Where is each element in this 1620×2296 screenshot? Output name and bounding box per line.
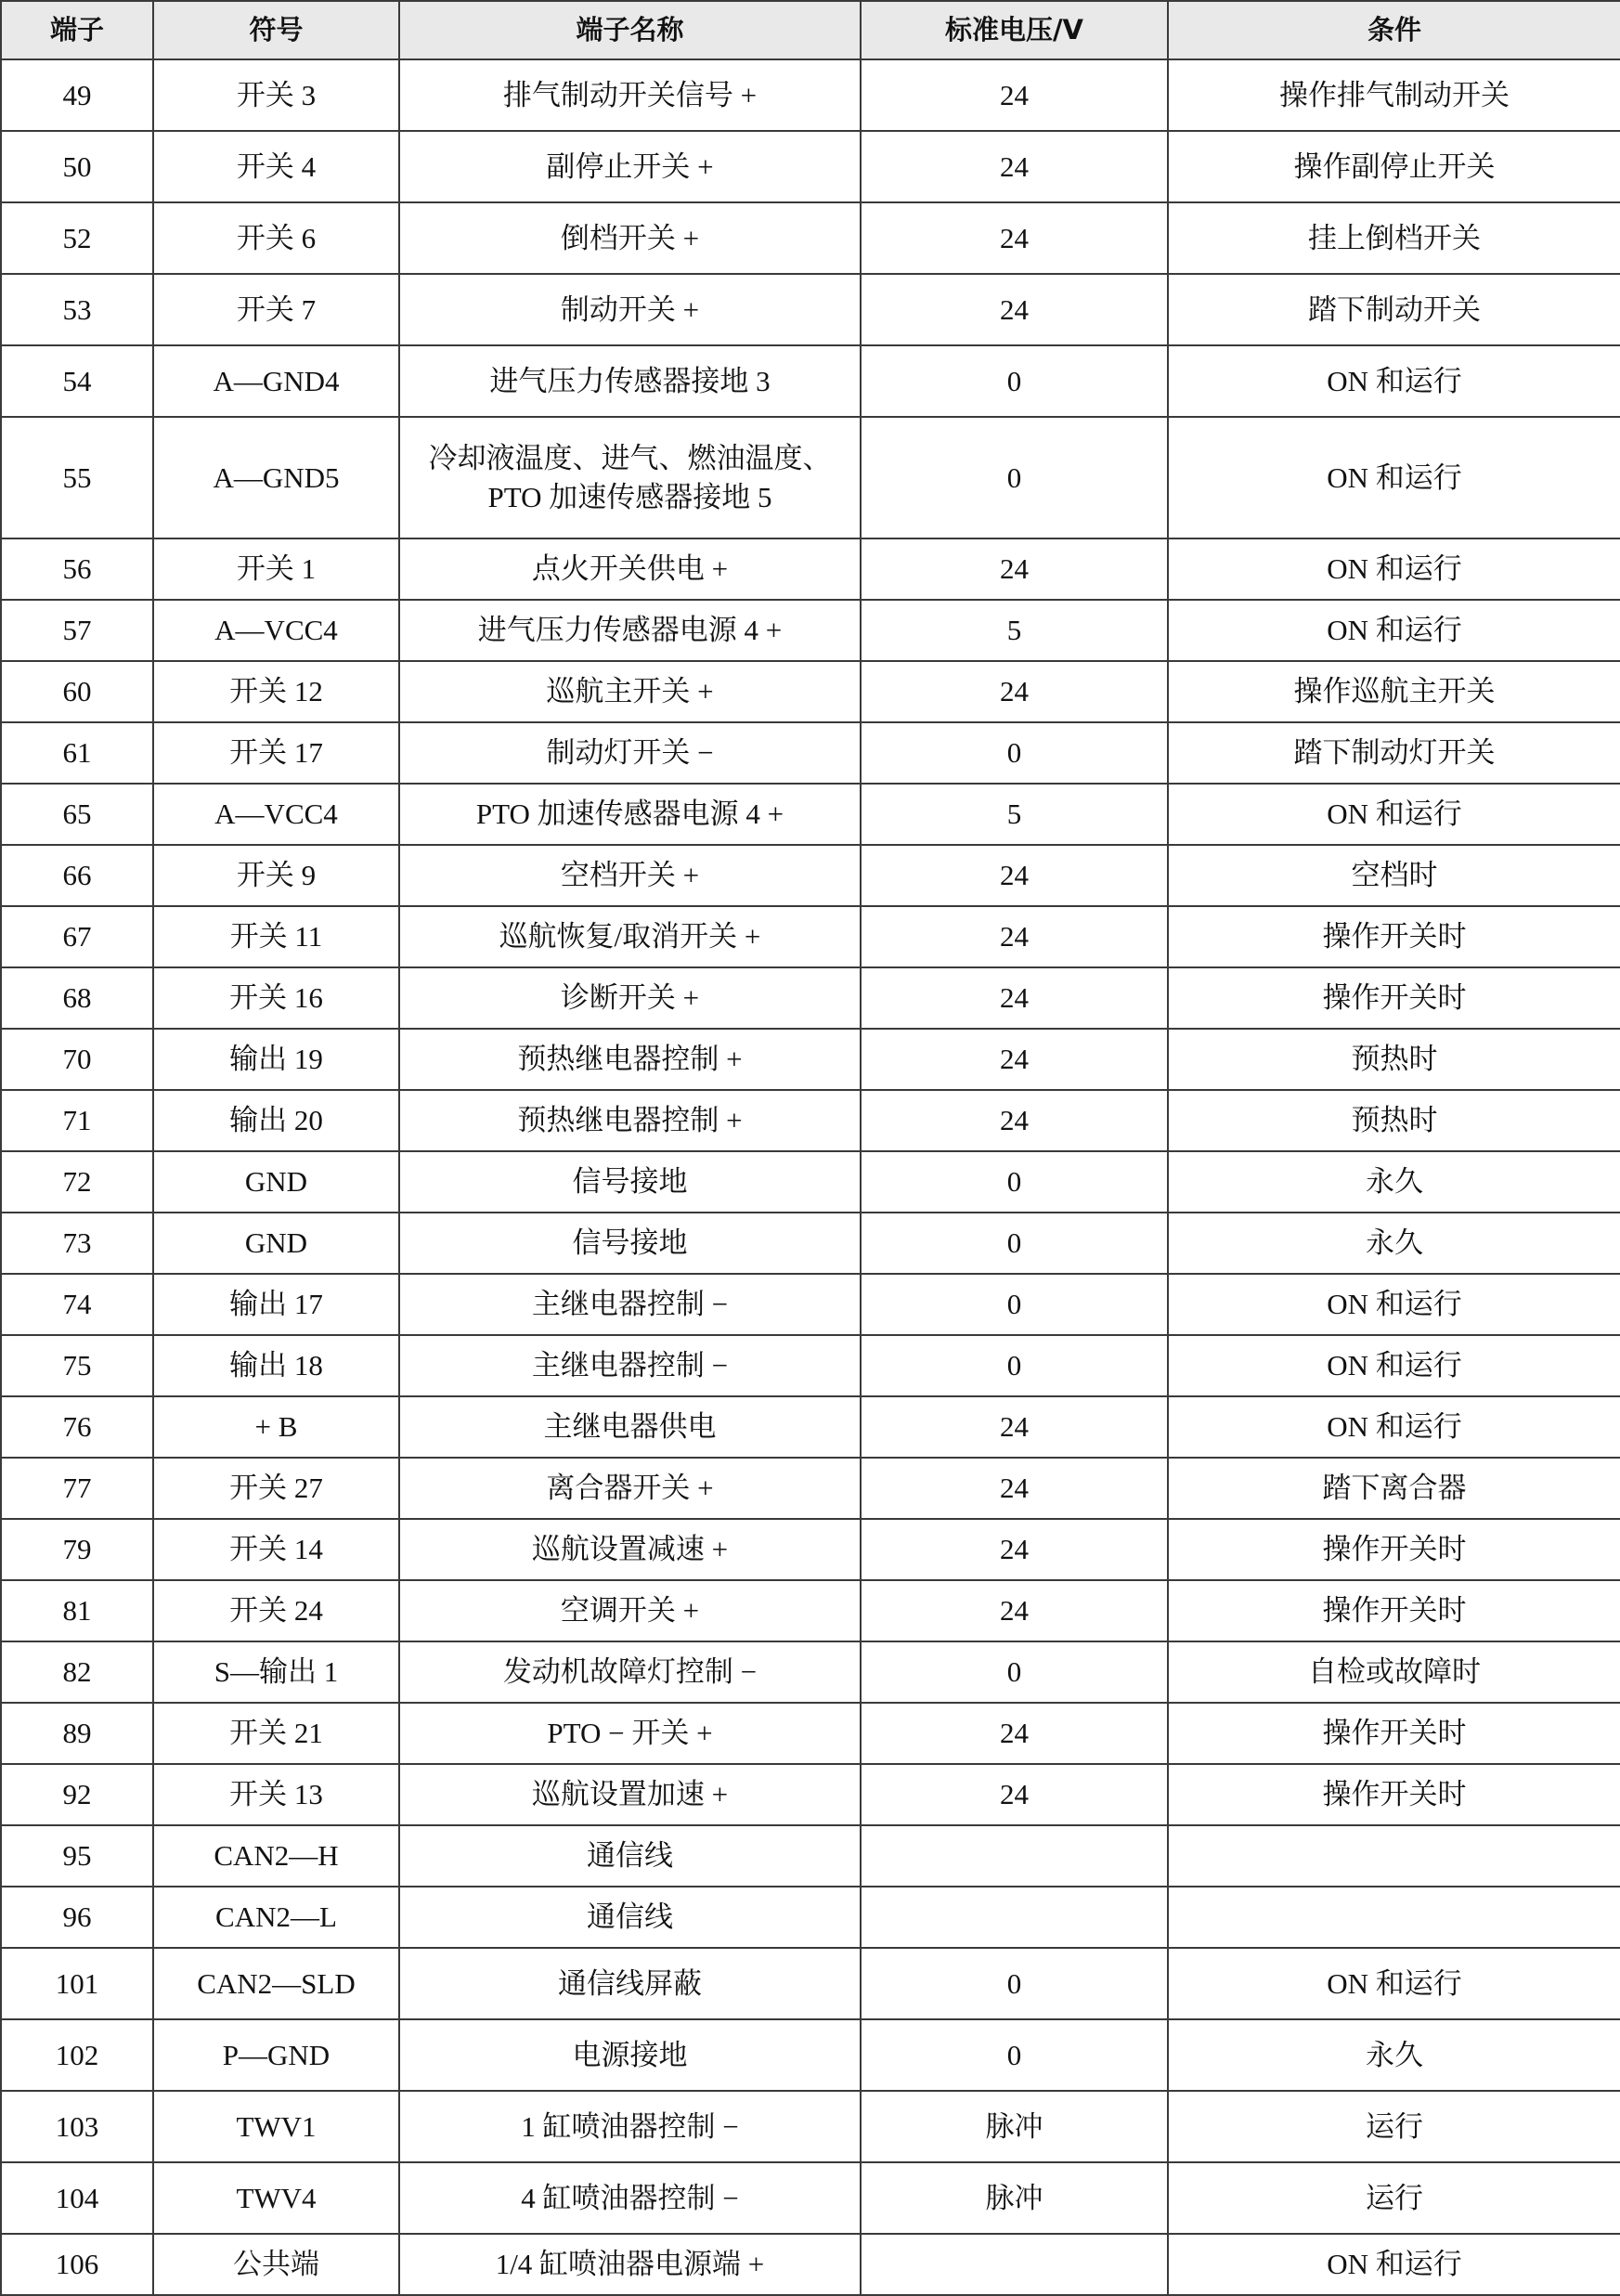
table-row <box>1 1825 1620 1887</box>
symbol-cell: 开关 7 <box>153 274 399 345</box>
terminal-name-cell: 1/4 缸喷油器电源端 + <box>399 2234 861 2295</box>
terminal-name-cell: 巡航主开关 + <box>399 661 861 722</box>
table-header-row <box>1 1 1620 59</box>
voltage-cell: 5 <box>861 784 1168 845</box>
terminal-cell: 92 <box>1 1764 153 1825</box>
terminal-name-cell: 4 缸喷油器控制 − <box>399 2162 861 2234</box>
terminal-name-cell: 信号接地 <box>399 1151 861 1213</box>
terminal-cell: 70 <box>1 1029 153 1090</box>
voltage-cell: 0 <box>861 1213 1168 1274</box>
terminal-cell: 82 <box>1 1641 153 1703</box>
table-row <box>1 600 1620 661</box>
voltage-cell: 0 <box>861 1641 1168 1703</box>
terminal-cell: 65 <box>1 784 153 845</box>
table-row <box>1 2091 1620 2162</box>
terminal-cell: 81 <box>1 1580 153 1641</box>
table-row <box>1 967 1620 1029</box>
terminal-cell: 57 <box>1 600 153 661</box>
terminal-name-cell: 通信线 <box>399 1825 861 1887</box>
symbol-cell: 开关 27 <box>153 1458 399 1519</box>
terminal-cell: 95 <box>1 1825 153 1887</box>
symbol-cell: S—输出 1 <box>153 1641 399 1703</box>
terminal-name-cell: 进气压力传感器接地 3 <box>399 345 861 417</box>
voltage-cell: 0 <box>861 417 1168 538</box>
table-row <box>1 906 1620 967</box>
voltage-cell: 0 <box>861 1335 1168 1396</box>
terminal-name-cell: 主继电器控制 − <box>399 1335 861 1396</box>
symbol-cell: 开关 11 <box>153 906 399 967</box>
symbol-cell: 开关 21 <box>153 1703 399 1764</box>
table-row <box>1 2019 1620 2091</box>
symbol-cell: 开关 4 <box>153 131 399 202</box>
symbol-cell: GND <box>153 1151 399 1213</box>
table-row <box>1 2162 1620 2234</box>
table-row <box>1 1887 1620 1948</box>
symbol-cell: 开关 24 <box>153 1580 399 1641</box>
condition-cell: ON 和运行 <box>1168 1396 1620 1458</box>
terminal-name-cell: PTO − 开关 + <box>399 1703 861 1764</box>
terminal-name-cell: 副停止开关 + <box>399 131 861 202</box>
terminal-name-cell: 空调开关 + <box>399 1580 861 1641</box>
condition-cell: ON 和运行 <box>1168 1335 1620 1396</box>
voltage-cell: 脉冲 <box>861 2091 1168 2162</box>
voltage-cell: 0 <box>861 1274 1168 1335</box>
voltage-cell: 24 <box>861 131 1168 202</box>
condition-cell: 永久 <box>1168 2019 1620 2091</box>
symbol-cell: 公共端 <box>153 2234 399 2295</box>
terminal-name-cell: 巡航恢复/取消开关 + <box>399 906 861 967</box>
condition-cell: 永久 <box>1168 1213 1620 1274</box>
table-row <box>1 1151 1620 1213</box>
symbol-cell: TWV1 <box>153 2091 399 2162</box>
symbol-cell: 开关 6 <box>153 202 399 274</box>
symbol-cell: GND <box>153 1213 399 1274</box>
symbol-cell: 输出 20 <box>153 1090 399 1151</box>
terminal-cell: 53 <box>1 274 153 345</box>
terminal-name-cell: 巡航设置减速 + <box>399 1519 861 1580</box>
symbol-cell: 开关 9 <box>153 845 399 906</box>
table-row <box>1 131 1620 202</box>
condition-cell: 运行 <box>1168 2091 1620 2162</box>
terminal-cell: 52 <box>1 202 153 274</box>
voltage-cell: 24 <box>861 906 1168 967</box>
terminal-cell: 60 <box>1 661 153 722</box>
terminal-cell: 89 <box>1 1703 153 1764</box>
header-symbol: 符号 <box>153 1 399 59</box>
voltage-cell: 24 <box>861 1580 1168 1641</box>
voltage-cell: 24 <box>861 274 1168 345</box>
condition-cell: 预热时 <box>1168 1029 1620 1090</box>
voltage-cell: 0 <box>861 722 1168 784</box>
voltage-cell: 5 <box>861 600 1168 661</box>
table-row <box>1 845 1620 906</box>
symbol-cell: P—GND <box>153 2019 399 2091</box>
terminal-name-cell: 进气压力传感器电源 4 + <box>399 600 861 661</box>
symbol-cell: + B <box>153 1396 399 1458</box>
table-body <box>1 59 1620 2295</box>
condition-cell: 运行 <box>1168 2162 1620 2234</box>
terminal-cell: 56 <box>1 538 153 600</box>
terminal-cell: 74 <box>1 1274 153 1335</box>
voltage-cell: 24 <box>861 845 1168 906</box>
condition-cell: 操作开关时 <box>1168 1580 1620 1641</box>
symbol-cell: 开关 12 <box>153 661 399 722</box>
terminal-cell: 106 <box>1 2234 153 2295</box>
table-row <box>1 1519 1620 1580</box>
terminal-name-cell: 点火开关供电 + <box>399 538 861 600</box>
condition-cell: 操作开关时 <box>1168 967 1620 1029</box>
voltage-cell: 0 <box>861 2019 1168 2091</box>
table-row <box>1 1580 1620 1641</box>
voltage-cell: 0 <box>861 1151 1168 1213</box>
voltage-cell: 脉冲 <box>861 2162 1168 2234</box>
header-terminal: 端子 <box>1 1 153 59</box>
terminal-name-cell: 排气制动开关信号 + <box>399 59 861 131</box>
terminal-name-cell: 信号接地 <box>399 1213 861 1274</box>
symbol-cell: 开关 3 <box>153 59 399 131</box>
voltage-cell: 24 <box>861 1519 1168 1580</box>
symbol-cell: CAN2—L <box>153 1887 399 1948</box>
condition-cell: 预热时 <box>1168 1090 1620 1151</box>
symbol-cell: 开关 1 <box>153 538 399 600</box>
condition-cell: 操作开关时 <box>1168 906 1620 967</box>
voltage-cell: 24 <box>861 202 1168 274</box>
table-row <box>1 661 1620 722</box>
terminal-cell: 67 <box>1 906 153 967</box>
table-row <box>1 784 1620 845</box>
symbol-cell: 开关 14 <box>153 1519 399 1580</box>
table-row <box>1 417 1620 538</box>
condition-cell <box>1168 1825 1620 1887</box>
table-row <box>1 1274 1620 1335</box>
symbol-cell: 输出 18 <box>153 1335 399 1396</box>
terminal-cell: 102 <box>1 2019 153 2091</box>
terminal-cell: 71 <box>1 1090 153 1151</box>
table-row <box>1 1458 1620 1519</box>
voltage-cell: 24 <box>861 967 1168 1029</box>
condition-cell: ON 和运行 <box>1168 2234 1620 2295</box>
terminal-name-cell: 巡航设置加速 + <box>399 1764 861 1825</box>
terminal-cell: 79 <box>1 1519 153 1580</box>
voltage-cell <box>861 1825 1168 1887</box>
header-standard-voltage: 标准电压/V <box>861 1 1168 59</box>
terminal-name-cell: 主继电器供电 <box>399 1396 861 1458</box>
terminal-name-cell: 预热继电器控制 + <box>399 1090 861 1151</box>
condition-cell: ON 和运行 <box>1168 538 1620 600</box>
table-row <box>1 2234 1620 2295</box>
symbol-cell: 开关 17 <box>153 722 399 784</box>
symbol-cell: 输出 19 <box>153 1029 399 1090</box>
terminal-name-cell: 通信线屏蔽 <box>399 1948 861 2019</box>
terminal-name-cell: 离合器开关 + <box>399 1458 861 1519</box>
symbol-cell: 开关 16 <box>153 967 399 1029</box>
condition-cell: 自检或故障时 <box>1168 1641 1620 1703</box>
symbol-cell: CAN2—SLD <box>153 1948 399 2019</box>
terminal-name-cell: 电源接地 <box>399 2019 861 2091</box>
table-row <box>1 1029 1620 1090</box>
condition-cell: 操作副停止开关 <box>1168 131 1620 202</box>
table-row <box>1 1213 1620 1274</box>
terminal-cell: 101 <box>1 1948 153 2019</box>
voltage-cell: 24 <box>861 1764 1168 1825</box>
header-terminal-name: 端子名称 <box>399 1 861 59</box>
voltage-cell <box>861 2234 1168 2295</box>
symbol-cell: A—GND5 <box>153 417 399 538</box>
condition-cell: 空档时 <box>1168 845 1620 906</box>
symbol-cell: A—VCC4 <box>153 600 399 661</box>
voltage-cell: 24 <box>861 661 1168 722</box>
voltage-cell: 24 <box>861 1090 1168 1151</box>
terminal-name-cell: 通信线 <box>399 1887 861 1948</box>
condition-cell: 踏下制动开关 <box>1168 274 1620 345</box>
voltage-cell: 24 <box>861 1029 1168 1090</box>
voltage-cell: 0 <box>861 345 1168 417</box>
voltage-cell: 24 <box>861 1703 1168 1764</box>
terminal-cell: 75 <box>1 1335 153 1396</box>
symbol-cell: A—VCC4 <box>153 784 399 845</box>
table-row <box>1 1090 1620 1151</box>
table-row <box>1 1948 1620 2019</box>
terminal-name-cell: 制动灯开关 − <box>399 722 861 784</box>
condition-cell: 操作开关时 <box>1168 1764 1620 1825</box>
condition-cell: 操作开关时 <box>1168 1519 1620 1580</box>
terminal-cell: 96 <box>1 1887 153 1948</box>
condition-cell <box>1168 1887 1620 1948</box>
symbol-cell: A—GND4 <box>153 345 399 417</box>
table-row <box>1 1764 1620 1825</box>
terminal-name-cell: PTO 加速传感器电源 4 + <box>399 784 861 845</box>
condition-cell: 踏下制动灯开关 <box>1168 722 1620 784</box>
terminal-name-cell: 空档开关 + <box>399 845 861 906</box>
terminal-cell: 61 <box>1 722 153 784</box>
voltage-cell: 24 <box>861 1396 1168 1458</box>
condition-cell: 操作排气制动开关 <box>1168 59 1620 131</box>
symbol-cell: TWV4 <box>153 2162 399 2234</box>
condition-cell: ON 和运行 <box>1168 417 1620 538</box>
condition-cell: ON 和运行 <box>1168 600 1620 661</box>
table-row <box>1 274 1620 345</box>
condition-cell: 操作开关时 <box>1168 1703 1620 1764</box>
condition-cell: ON 和运行 <box>1168 345 1620 417</box>
table-row <box>1 1335 1620 1396</box>
condition-cell: ON 和运行 <box>1168 1948 1620 2019</box>
header-condition: 条件 <box>1168 1 1620 59</box>
condition-cell: 踏下离合器 <box>1168 1458 1620 1519</box>
terminal-cell: 68 <box>1 967 153 1029</box>
terminal-name-cell: 预热继电器控制 + <box>399 1029 861 1090</box>
terminal-cell: 76 <box>1 1396 153 1458</box>
terminal-cell: 50 <box>1 131 153 202</box>
terminal-name-cell: 倒档开关 + <box>399 202 861 274</box>
terminal-cell: 73 <box>1 1213 153 1274</box>
terminal-cell: 54 <box>1 345 153 417</box>
table-row <box>1 345 1620 417</box>
terminal-name-cell: 冷却液温度、进气、燃油温度、PTO 加速传感器接地 5 <box>399 417 861 538</box>
terminal-name-cell: 发动机故障灯控制 − <box>399 1641 861 1703</box>
table-row <box>1 1703 1620 1764</box>
voltage-cell <box>861 1887 1168 1948</box>
voltage-cell: 24 <box>861 538 1168 600</box>
condition-cell: ON 和运行 <box>1168 1274 1620 1335</box>
terminal-cell: 103 <box>1 2091 153 2162</box>
terminal-name-cell: 诊断开关 + <box>399 967 861 1029</box>
table-row <box>1 538 1620 600</box>
condition-cell: 永久 <box>1168 1151 1620 1213</box>
terminal-name-cell: 主继电器控制 − <box>399 1274 861 1335</box>
voltage-cell: 24 <box>861 59 1168 131</box>
condition-cell: 操作巡航主开关 <box>1168 661 1620 722</box>
table-row <box>1 59 1620 131</box>
table-row <box>1 722 1620 784</box>
condition-cell: 挂上倒档开关 <box>1168 202 1620 274</box>
terminal-name-cell: 1 缸喷油器控制 − <box>399 2091 861 2162</box>
symbol-cell: 开关 13 <box>153 1764 399 1825</box>
terminal-cell: 77 <box>1 1458 153 1519</box>
terminal-cell: 55 <box>1 417 153 538</box>
symbol-cell: CAN2—H <box>153 1825 399 1887</box>
table-row <box>1 202 1620 274</box>
terminal-name-cell: 制动开关 + <box>399 274 861 345</box>
terminal-cell: 49 <box>1 59 153 131</box>
table-row <box>1 1641 1620 1703</box>
terminal-cell: 104 <box>1 2162 153 2234</box>
table-row <box>1 1396 1620 1458</box>
voltage-cell: 0 <box>861 1948 1168 2019</box>
terminal-cell: 72 <box>1 1151 153 1213</box>
terminal-cell: 66 <box>1 845 153 906</box>
condition-cell: ON 和运行 <box>1168 784 1620 845</box>
voltage-cell: 24 <box>861 1458 1168 1519</box>
symbol-cell: 输出 17 <box>153 1274 399 1335</box>
